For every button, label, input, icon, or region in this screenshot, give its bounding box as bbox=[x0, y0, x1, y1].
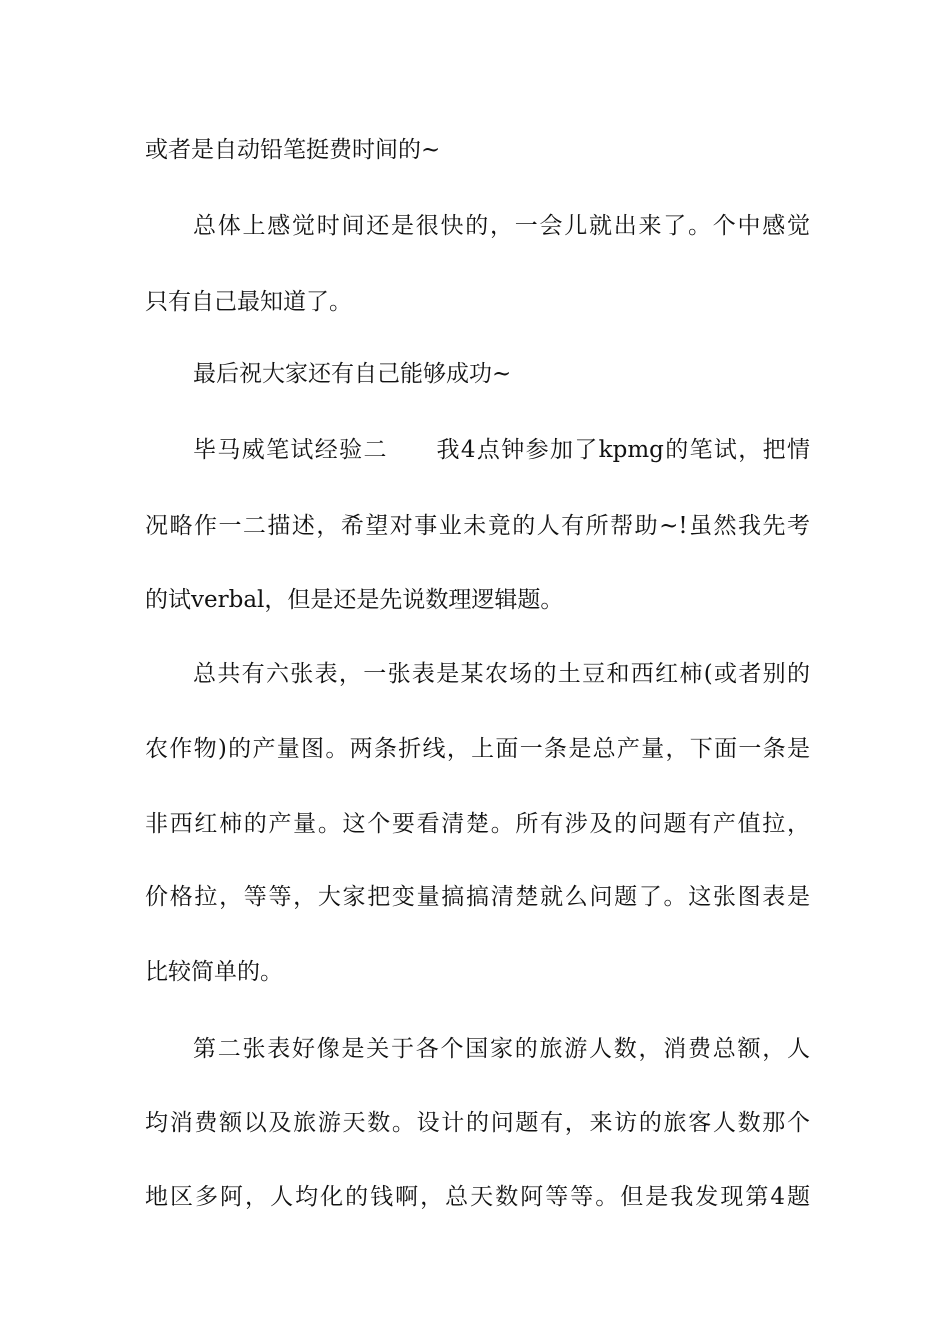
text-line: 或者是自动铅笔挺费时间的~ bbox=[145, 137, 441, 163]
section-heading-line: 毕马威笔试经验二 我4点钟参加了kpmg的笔试，把情 bbox=[193, 437, 810, 463]
text-line: 况略作一二描述，希望对事业未竟的人有所帮助~!虽然我先考 bbox=[145, 513, 810, 539]
text-line: 价格拉，等等，大家把变量搞搞清楚就么问题了。这张图表是 bbox=[145, 884, 810, 910]
paragraph-first-line: 总共有六张表，一张表是某农场的土豆和西红柿(或者别的 bbox=[193, 661, 810, 687]
text-line: 只有自己最知道了。 bbox=[145, 289, 352, 315]
paragraph-first-line: 总体上感觉时间还是很快的，一会儿就出来了。个中感觉 bbox=[193, 213, 810, 239]
text-line: 的试verbal，但是还是先说数理逻辑题。 bbox=[145, 587, 564, 613]
text-line: 农作物)的产量图。两条折线，上面一条是总产量，下面一条是 bbox=[145, 736, 810, 762]
text-line: 均消费额以及旅游天数。设计的问题有，来访的旅客人数那个 bbox=[145, 1110, 810, 1136]
text-line: 比较简单的。 bbox=[145, 959, 283, 985]
paragraph-first-line: 最后祝大家还有自己能够成功~ bbox=[193, 361, 512, 387]
paragraph-first-line: 第二张表好像是关于各个国家的旅游人数，消费总额，人 bbox=[193, 1036, 810, 1062]
text-line: 地区多阿，人均化的钱啊，总天数阿等等。但是我发现第4题 bbox=[145, 1184, 810, 1210]
text-line: 非西红柿的产量。这个要看清楚。所有涉及的问题有产值拉， bbox=[145, 811, 810, 837]
